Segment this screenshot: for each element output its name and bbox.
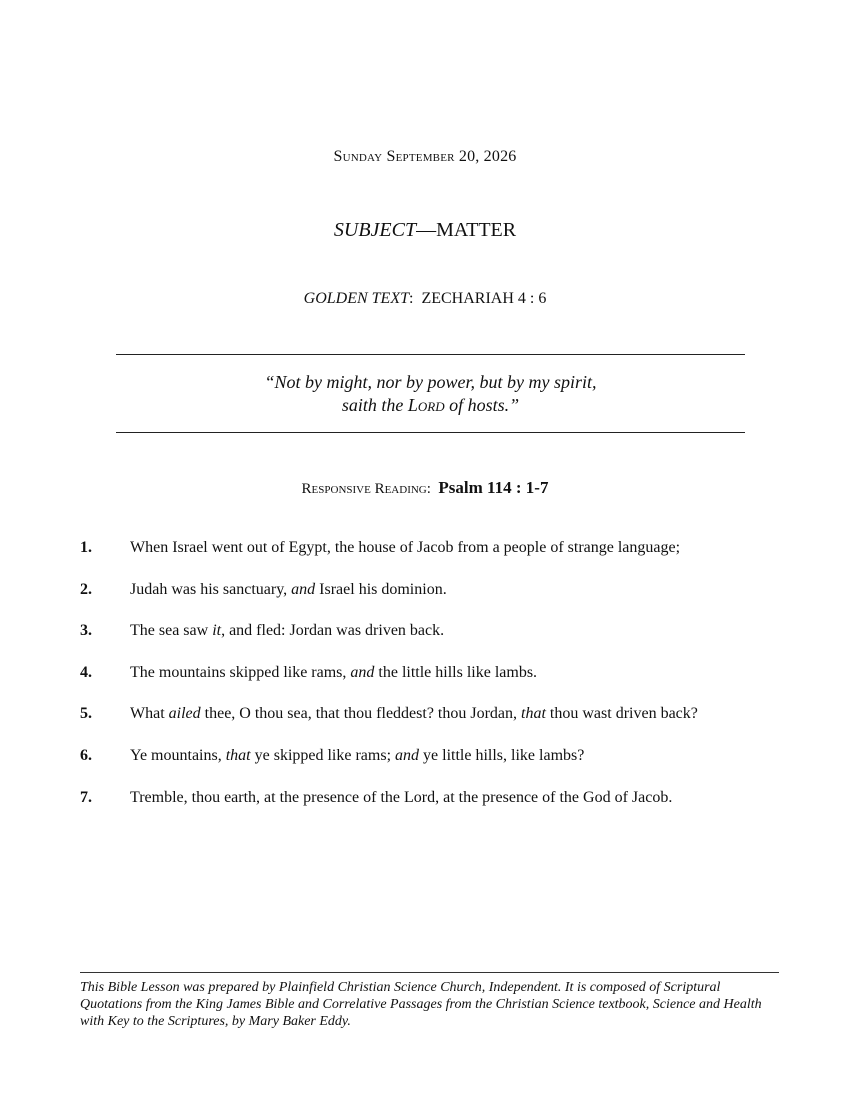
verse-list (80, 539, 800, 830)
verse-text-segment: ye little hills, like lambs? (419, 746, 585, 764)
verse-number: 2. (80, 580, 92, 598)
subject-line (0, 219, 850, 242)
golden-text-reference: ZECHARIAH 4 : 6 (421, 290, 547, 307)
verse-number: 4. (80, 663, 92, 681)
verse-text (130, 622, 444, 640)
verse-text-segment: When Israel went out of Egypt, the house of Jacob from a people of strange language; (130, 539, 681, 556)
verse-text-segment: Judah was his sanctuary, (130, 580, 292, 598)
verse-italic-word: ailed (168, 705, 201, 723)
golden-quote-line-2 (116, 394, 745, 417)
verse-text-segment: Tremble, thou earth, at the presence of the Lord, at the presence of the God of Jacob. (130, 788, 673, 806)
responsive-reading-reference: Psalm 114 : 1-7 (438, 478, 549, 497)
verse-text (130, 664, 537, 682)
verse-item (80, 581, 800, 623)
verse-item (80, 705, 800, 747)
golden-text-quote (116, 371, 745, 417)
subject-value: MATTER (436, 219, 517, 241)
golden-text-label: GOLDEN TEXT (303, 290, 409, 307)
verse-number: 3. (80, 622, 92, 640)
golden-quote-line-1: “Not by might, nor by power, but by my spirit, (264, 372, 597, 392)
verse-italic-word: that (521, 705, 546, 723)
verse-text-segment: The sea saw (130, 622, 213, 640)
golden-top-rule (116, 354, 745, 355)
verse-italic-word: that (225, 746, 251, 764)
verse-text-segment: Israel his dominion. (315, 580, 447, 598)
footer-note: This Bible Lesson was prepared by Plainfield Christian Science Church, Independent. It is composed of Scriptural Quotations from the King James Bible and Correlative Passages from the Christian Science textbook, Science and Health with Key to the Scriptures, by Mary Baker Eddy. (80, 980, 762, 1029)
verse-text-segment: thou wast driven back? (545, 705, 698, 723)
verse-text (130, 581, 447, 599)
verse-item (80, 789, 800, 831)
lesson-date: Sunday September 20, 2026 (333, 148, 517, 165)
verse-number: 5. (80, 705, 92, 723)
verse-italic-word: it (212, 622, 222, 640)
verse-text (130, 747, 584, 765)
verse-number: 1. (80, 539, 92, 556)
responsive-reading-heading (0, 478, 850, 498)
subject-label: SUBJECT (333, 219, 417, 241)
verse-text-segment: , and fled: Jordan was driven back. (221, 622, 445, 640)
verse-italic-word: and (350, 663, 375, 681)
verse-text-segment: thee, O thou sea, that thou fleddest? thou Jordan, (200, 705, 522, 723)
verse-number: 7. (80, 788, 92, 806)
verse-text (130, 789, 672, 807)
golden-quote-pre: saith the (341, 395, 408, 415)
subject-separator: — (416, 219, 437, 241)
golden-text-colon: : (409, 290, 414, 307)
verse-text-segment: The mountains skipped like rams, (130, 663, 351, 681)
verse-italic-word: and (291, 580, 316, 598)
verse-italic-word: and (395, 746, 420, 764)
golden-quote-lord: Lord (407, 395, 445, 415)
verse-item (80, 747, 800, 789)
verse-item (80, 539, 800, 581)
verse-text (130, 539, 680, 557)
golden-bottom-rule (116, 432, 745, 433)
verse-text (130, 705, 698, 723)
responsive-reading-label: Responsive Reading: (301, 481, 431, 497)
golden-text-line (0, 290, 850, 308)
verse-text-segment: the little hills like lambs. (374, 663, 538, 681)
verse-number: 6. (80, 746, 92, 764)
golden-quote-post: of hosts.” (444, 395, 520, 415)
verse-item (80, 622, 800, 664)
verse-text-segment: Ye mountains, (130, 746, 226, 764)
verse-text-segment: What (130, 705, 169, 723)
verse-item (80, 664, 800, 706)
footer-rule (80, 972, 779, 973)
verse-text-segment: ye skipped like rams; (250, 746, 396, 764)
